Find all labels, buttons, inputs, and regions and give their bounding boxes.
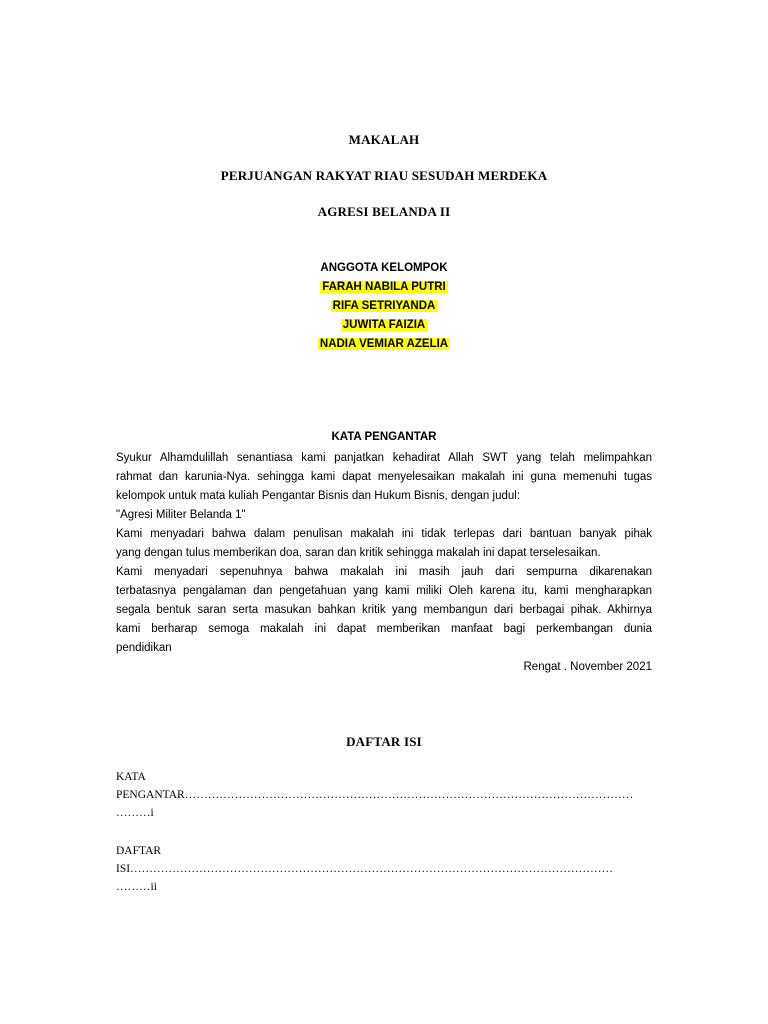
foreword-line: pendidikan [116,642,172,654]
toc-entry-leader: ISI……………………………………………………………………………………………………………… [116,863,614,875]
member-name [0,300,768,312]
foreword-line: "Agresi Militer Belanda 1" [116,509,246,521]
foreword-line: kami berharap semoga makalah ini dapat memberikan manfaat bagi perkembangan dunia [116,623,652,635]
document-type-title: MAKALAH [348,132,420,147]
foreword-line: kelompok untuk mata kuliah Pengantar Bisnis dan Hukum Bisnis, dengan judul: [116,490,521,502]
toc-entry-page: ………i [116,807,154,819]
foreword-line: Kami menyadari sepenuhnya bahwa makalah ini masih jauh dari sempurna dikarenakan [116,566,652,578]
document-main-title: PERJUANGAN RAKYAT RIAU SESUDAH MERDEKA [220,168,548,183]
foreword-line: Kami menyadari bahwa dalam penulisan makalah ini tidak terlepas dari bantuan banyak pihak [116,528,652,540]
toc-entry-label: DAFTAR [116,845,162,857]
members-heading: ANGGOTA KELOMPOK [320,262,448,274]
toc-entry [116,842,656,896]
member-name-text: JUWITA FAIZIA [342,319,426,331]
foreword-line: rahmat dan karunia-Nya. sehingga kami dapat menyelesaikan makalah ini guna memenuhi tugas [116,471,652,483]
toc-entry-page: ………ii [116,881,157,893]
foreword-line: segala bentuk saran serta masukan bahkan kritik yang membangun dari berbagai pihak. Akhirnya [116,604,652,616]
toc-heading: DAFTAR ISI [346,734,422,749]
member-name [0,319,768,331]
foreword-line: terbatasnya pengalaman dan pengetahuan yang kami miliki Oleh karena itu, kami mengharapkan [116,585,652,597]
member-name-text: NADIA VEMIAR AZELIA [319,338,449,350]
member-name-text: RIFA SETRIYANDA [332,300,436,312]
toc-entry-label: KATA [116,771,146,783]
member-name [0,281,768,293]
foreword-heading: KATA PENGANTAR [331,431,437,443]
document-subtitle: AGRESI BELANDA II [317,204,451,219]
member-name [0,338,768,350]
foreword-signature: Rengat . November 2021 [523,661,652,673]
foreword-line: yang dengan tulus memberikan doa, saran dan kritik sehingga makalah ini dapat terselesaikan. [116,547,601,559]
member-name-text: FARAH NABILA PUTRI [322,281,446,293]
toc-entry [116,768,656,822]
toc-entry-leader: PENGANTAR……………………………………………………………………………………………………… [116,789,634,801]
foreword-body [116,449,652,677]
foreword-line: Syukur Alhamdulillah senantiasa kami panjatkan kehadirat Allah SWT yang telah melimpahkan [116,452,652,464]
